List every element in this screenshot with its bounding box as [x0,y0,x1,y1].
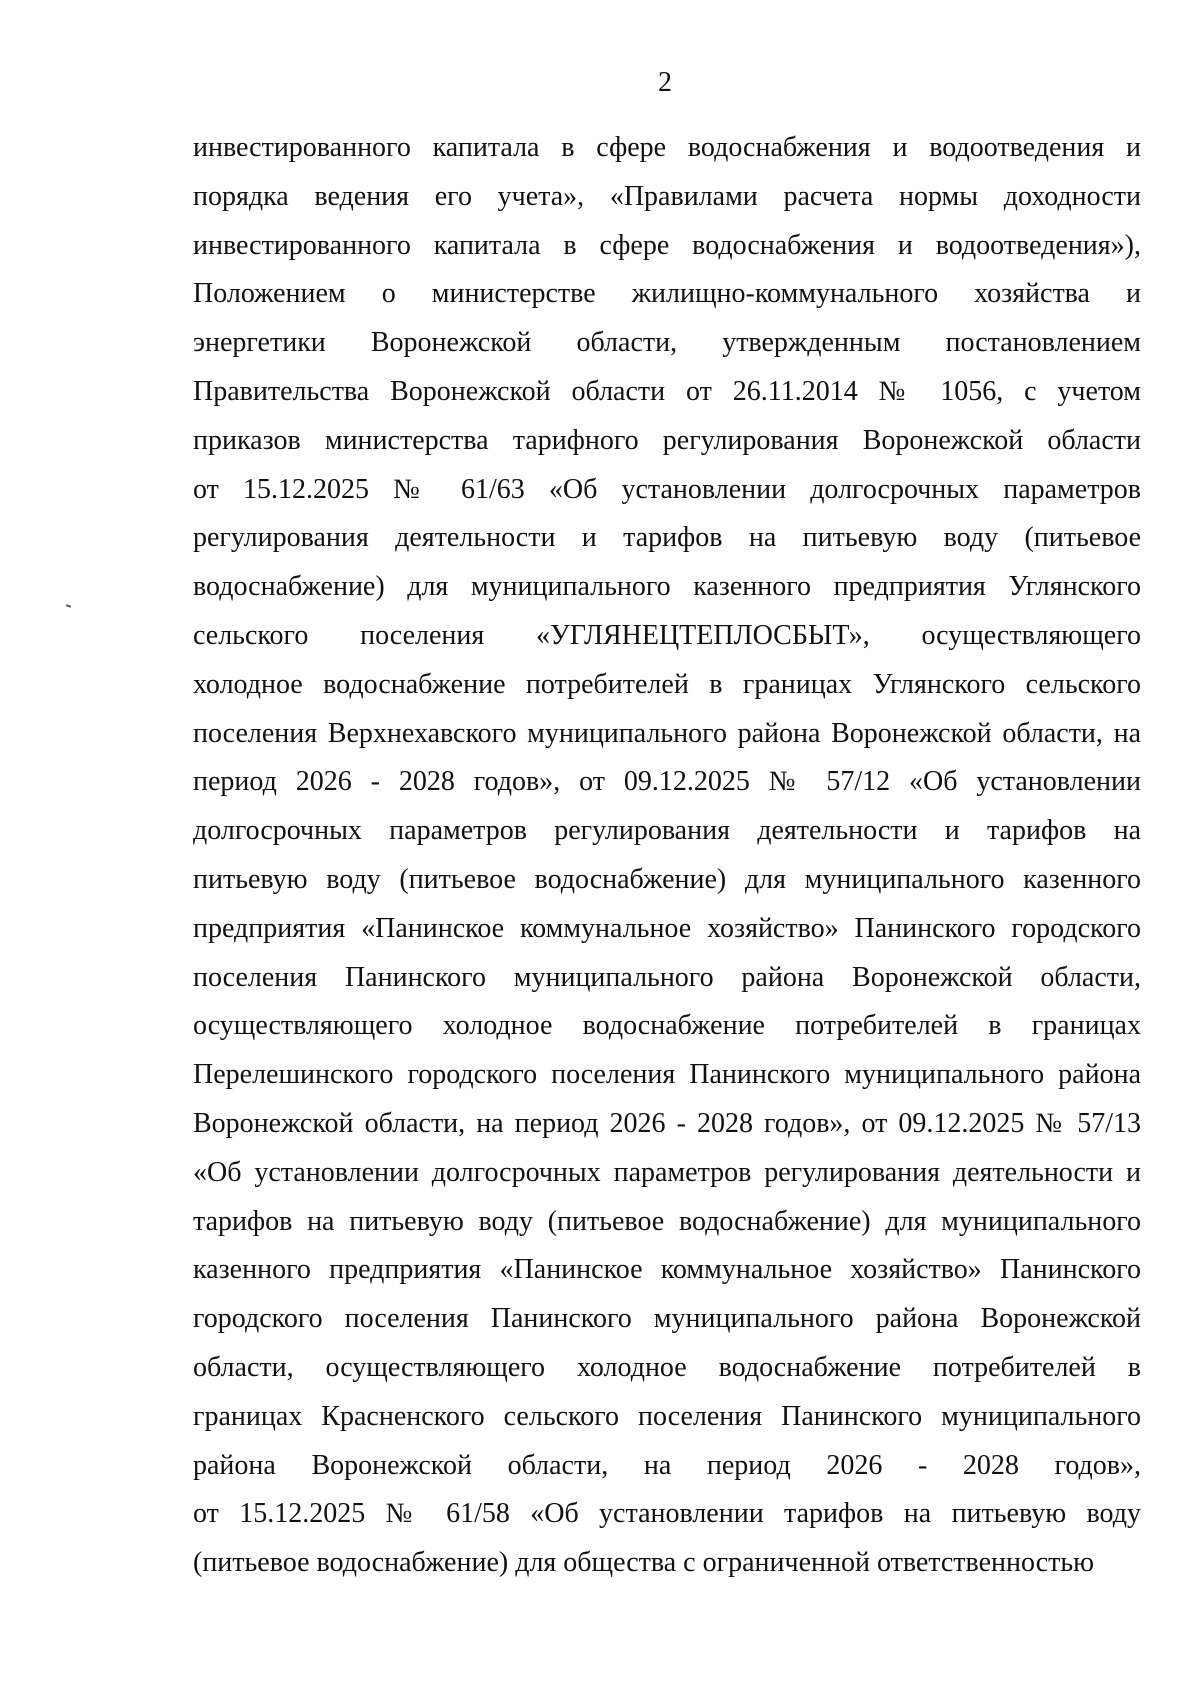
text-line: Правительства Воронежской области от 26.11.2014 № 1056, с учетом [193,375,1141,407]
text-line: поселения Верхнехавского муниципального района Воронежской области, на [193,717,1141,749]
text-line: предприятия «Панинское коммунальное хозяйство» Панинского городского [193,912,1141,944]
text-line: водоснабжение) для муниципального казенного предприятия Углянского [193,571,1141,603]
text-line: Перелешинского городского поселения Панинского муниципального района [193,1059,1141,1091]
text-line: приказов министерства тарифного регулирования Воронежской области [193,424,1141,456]
text-line: от 15.12.2025 № 61/63 «Об установлении долгосрочных параметров [193,473,1141,505]
text-line: казенного предприятия «Панинское коммунальное хозяйство» Панинского [193,1254,1141,1286]
text-line: осуществляющего холодное водоснабжение потребителей в границах [193,1010,1141,1042]
text-line: «Об установлении долгосрочных параметров регулирования деятельности и [193,1156,1141,1188]
text-line: период 2026 - 2028 годов», от 09.12.2025 № 57/12 «Об установлении [193,766,1141,798]
text-line: питьевую воду (питьевое водоснабжение) для муниципального казенного [193,863,1141,895]
text-line: (питьевое водоснабжение) для общества с ограниченной ответственностью [193,1547,1095,1579]
text-line: регулирования деятельности и тарифов на питьевую воду (питьевое [193,522,1141,554]
text-line: от 15.12.2025 № 61/58 «Об установлении тарифов на питьевую воду [193,1498,1141,1530]
document-body [193,124,1141,1588]
text-line: области, осуществляющего холодное водоснабжение потребителей в [193,1351,1141,1383]
text-line: поселения Панинского муниципального района Воронежской области, [193,961,1141,993]
text-line: Воронежской области, на период 2026 - 2028 годов», от 09.12.2025 № 57/13 [193,1107,1141,1139]
text-line: энергетики Воронежской области, утвержденным постановлением [193,327,1141,359]
text-line: инвестированного капитала в сфере водоснабжения и водоотведения и [193,132,1141,163]
text-line: границах Красненского сельского поселения Панинского муниципального [193,1400,1141,1432]
text-line: района Воронежской области, на период 2026 - 2028 годов», [193,1449,1141,1481]
text-line: сельского поселения «УГЛЯНЕЦТЕПЛОСБЫТ», осуществляющего [193,619,1141,651]
text-line: городского поселения Панинского муниципального района Воронежской [193,1303,1141,1335]
text-line: долгосрочных параметров регулирования деятельности и тарифов на [193,815,1141,847]
scan-speck [66,604,71,608]
text-line: холодное водоснабжение потребителей в границах Углянского сельского [193,668,1141,700]
text-line: порядка ведения его учета», «Правилами расчета нормы доходности [193,180,1141,212]
text-line: Положением о министерстве жилищно-коммунального хозяйства и [193,278,1141,310]
text-line: инвестированного капитала в сфере водоснабжения и водоотведения»), [193,229,1141,261]
page-number: 2 [658,67,672,98]
text-line: тарифов на питьевую воду (питьевое водоснабжение) для муниципального [193,1205,1141,1237]
